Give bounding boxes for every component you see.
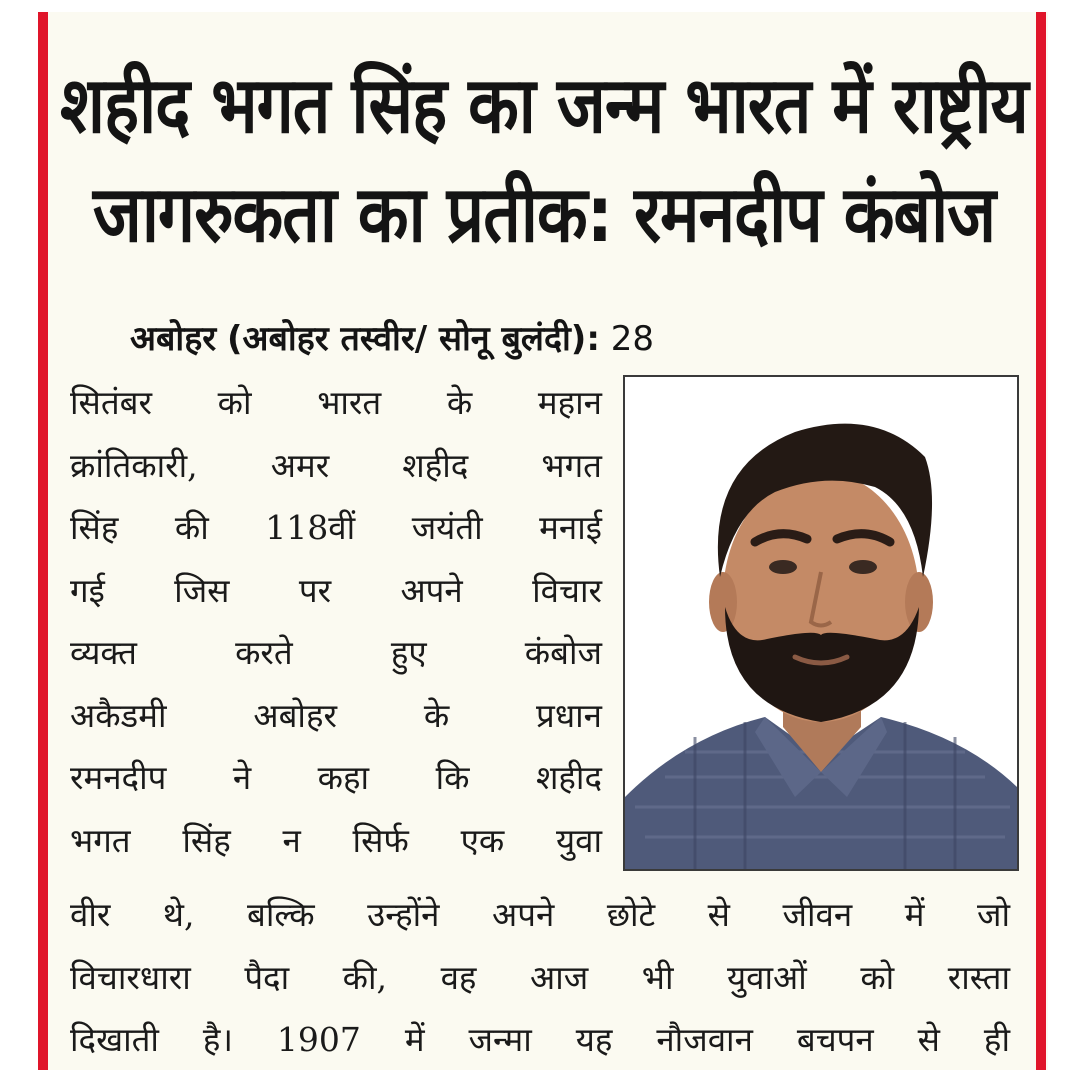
body-line: अकैडमी अबोहर के प्रधान: [70, 695, 602, 735]
body-line: रमनदीप ने कहा कि शहीद: [70, 758, 602, 797]
body-line: व्यक्त करते हुए कंबोज: [70, 633, 602, 672]
portrait-photo: [623, 375, 1019, 871]
portrait-illustration: [625, 377, 1017, 869]
body-line: सितंबर को भारत के महान: [70, 383, 602, 422]
body-line: वीर थे, बल्कि उन्होंने अपने छोटे से जीवन में जो: [70, 895, 1010, 934]
body-line: सिंह की 118वीं जयंती मनाई: [70, 508, 602, 547]
article-body-column: [70, 372, 602, 872]
headline-line-1: शहीद भगत सिंह का जन्म भारत में राष्ट्रीय: [60, 60, 1028, 152]
body-line: गई जिस पर अपने विचार: [70, 570, 602, 610]
body-line: क्रांतिकारी, अमर शहीद भगत: [70, 445, 602, 485]
headline-line-2: जागरुकता का प्रतीक: रमनदीप कंबोज: [92, 168, 996, 260]
headline: [60, 52, 1028, 269]
dateline: [130, 312, 1030, 366]
dateline-credit: (अबोहर तस्वीर/ सोनू बुलंदी):: [226, 319, 600, 359]
left-red-border: [38, 12, 48, 1070]
body-line: विचारधारा पैदा की, वह आज भी युवाओं को रास्ता: [70, 957, 1010, 997]
dateline-number: 28: [610, 319, 655, 359]
article-body-full-width: [70, 884, 1010, 1070]
body-line: भगत सिंह न सिर्फ एक युवा: [70, 820, 602, 860]
dateline-place: अबोहर: [130, 319, 217, 359]
body-line: दिखाती है। 1907 में जन्मा यह नौजवान बचपन से ही: [70, 1020, 1010, 1059]
newspaper-clipping: [40, 12, 1048, 1070]
right-red-border: [1036, 12, 1046, 1070]
